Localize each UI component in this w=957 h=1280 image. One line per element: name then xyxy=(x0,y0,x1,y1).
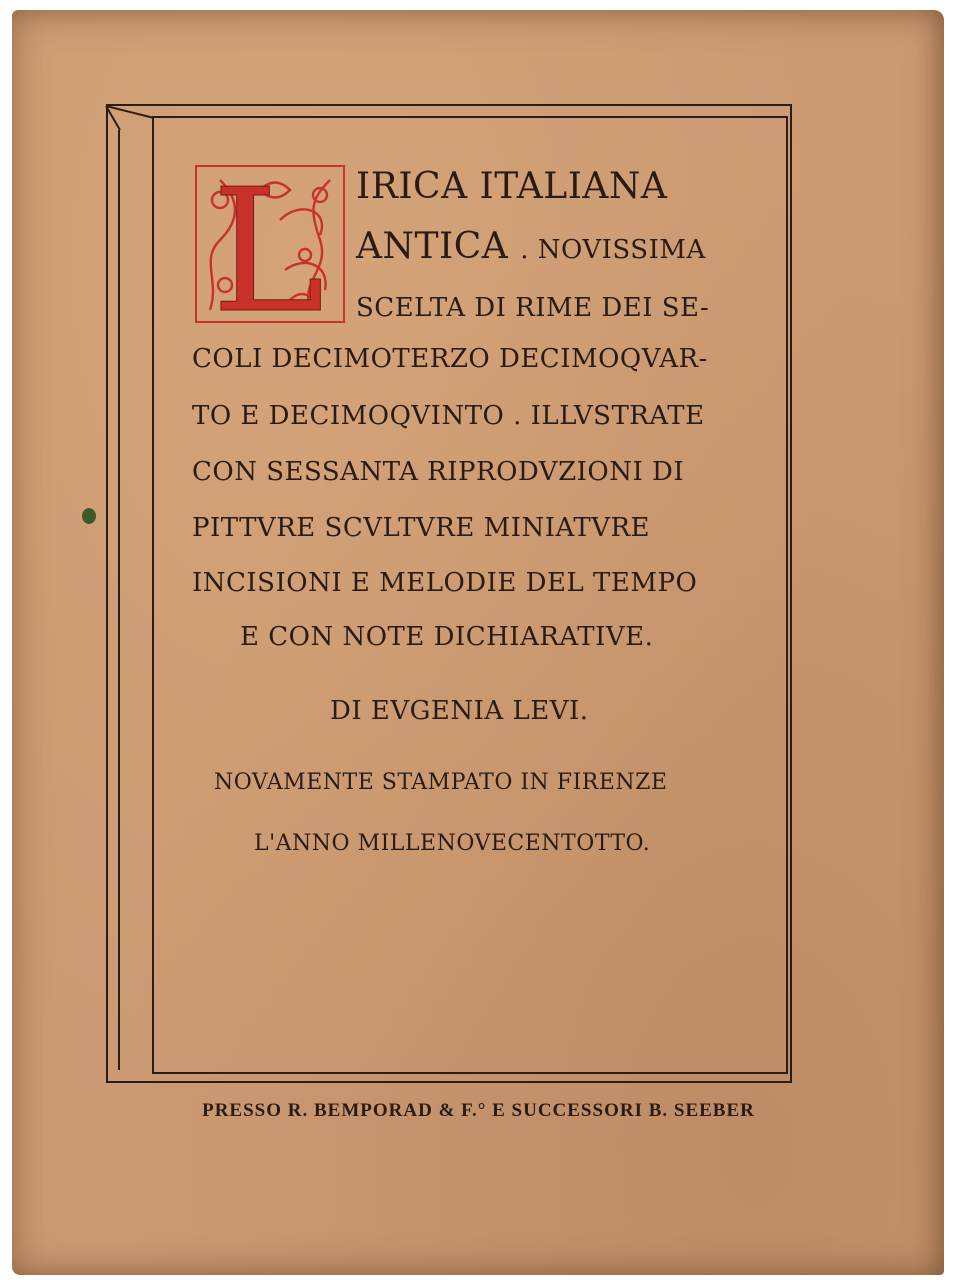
initial-letter: L xyxy=(211,160,325,328)
body-line-2: COLI DECIMOTERZO DECIMOQVAR- xyxy=(192,344,708,374)
body-line-4: CON SESSANTA RIPRODVZIONI DI xyxy=(192,457,685,487)
imprint-line-2: L'ANNO MILLENOVECENTOTTO. xyxy=(254,831,651,856)
author-line: DI EVGENIA LEVI. xyxy=(330,696,589,726)
cover-frame-corner xyxy=(104,104,156,132)
cover-frame-spine xyxy=(118,130,120,1070)
publisher-line: PRESSO R. BEMPORAD & F.° E SUCCESSORI B. SEEBER xyxy=(202,1100,755,1121)
body-line-5: PITTVRE SCVLTVRE MINIATVRE xyxy=(192,513,651,543)
body-line-1: SCELTA DI RIME DEI SE- xyxy=(356,293,710,323)
imprint-line-1: NOVAMENTE STAMPATO IN FIRENZE xyxy=(214,770,668,795)
title-line-2 xyxy=(356,226,706,267)
title-line-1: IRICA ITALIANA xyxy=(356,166,668,207)
body-line-6: INCISIONI E MELODIE DEL TEMPO xyxy=(192,568,698,598)
body-line-7: E CON NOTE DICHIARATIVE. xyxy=(240,622,654,652)
green-stain xyxy=(82,508,96,524)
title-novissima: . NOVISSIMA xyxy=(520,235,706,265)
title-antica: ANTICA xyxy=(356,226,509,267)
body-line-3: TO E DECIMOQVINTO . ILLVSTRATE xyxy=(192,401,705,431)
decorated-initial-l xyxy=(190,160,350,328)
